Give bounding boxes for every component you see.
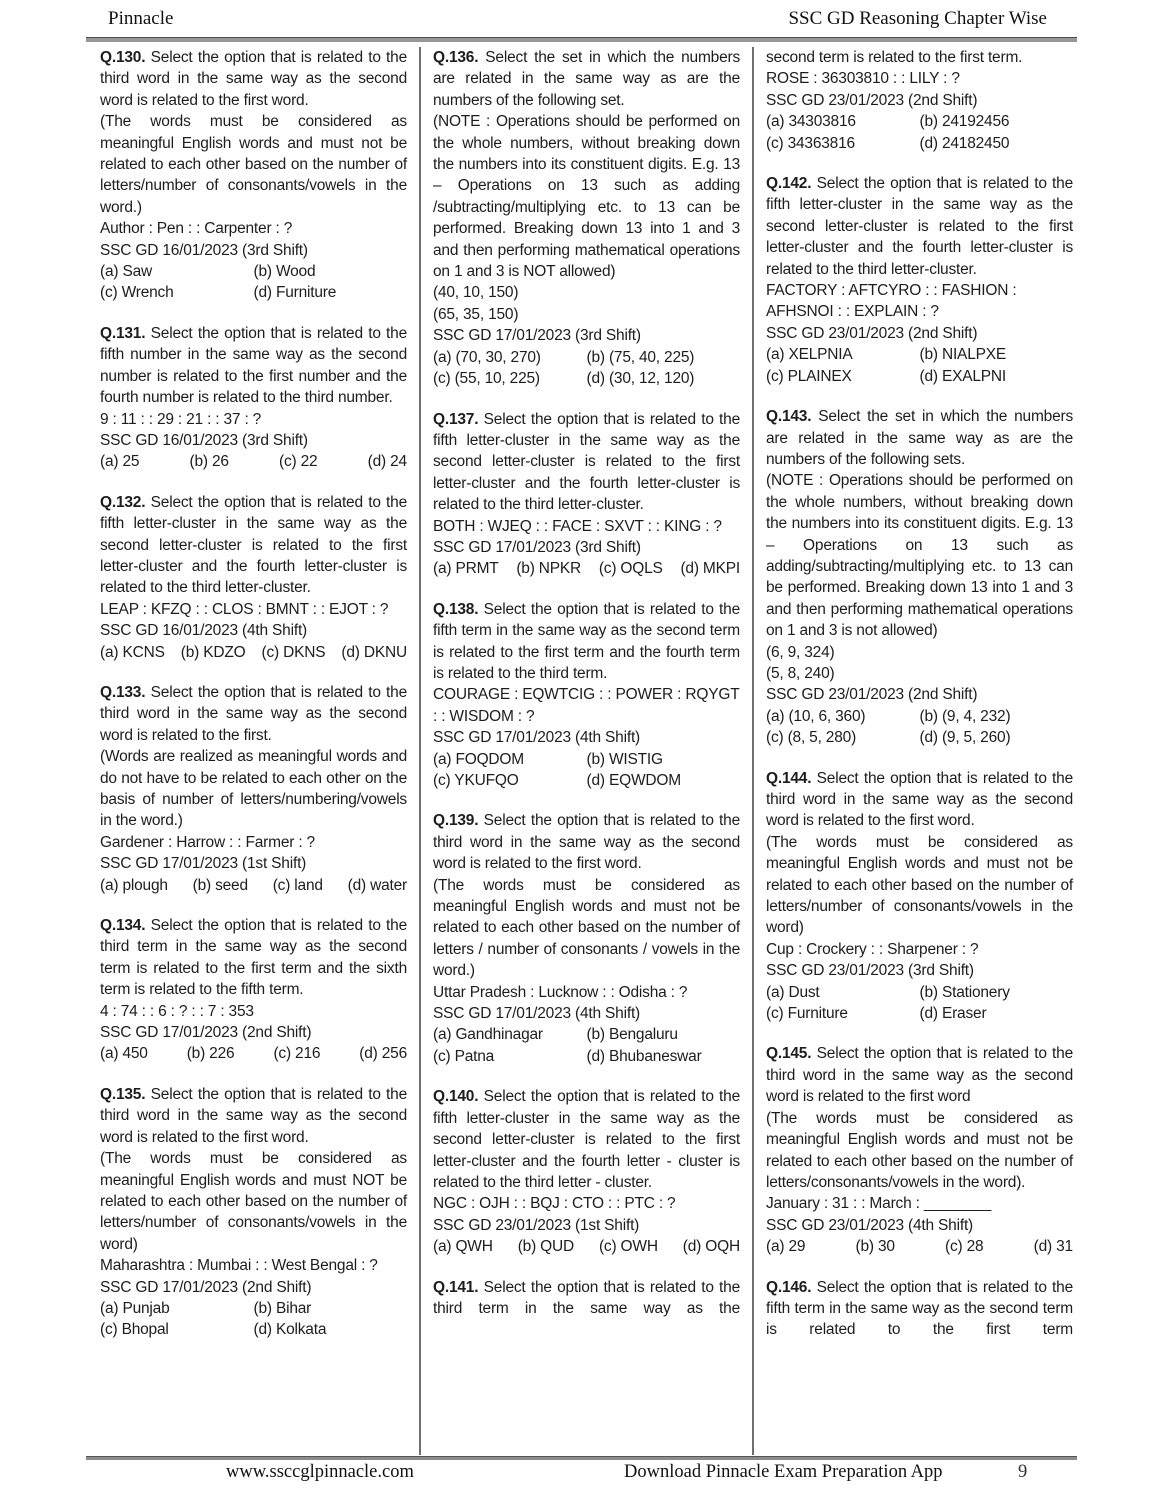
q140-stem xyxy=(433,1086,740,1193)
q136-option-a: (a) (70, 30, 270) xyxy=(433,348,541,366)
q144-stem-text: Select the option that is related to the third word in the same way as the second word is related to the first word. xyxy=(766,769,1073,830)
column-divider-1 xyxy=(419,47,421,1455)
q134-option-d: (d) 256 xyxy=(359,1045,407,1063)
q134-stem-text: Select the option that is related to the third term in the same way as the second term is related to the first term and the sixth term is related to the fifth term. xyxy=(100,917,407,999)
question-q139 xyxy=(433,810,740,1067)
q134-option-b: (b) 226 xyxy=(186,1045,235,1063)
q142-stem xyxy=(766,173,1073,280)
q136-set-1: (40, 10, 150) xyxy=(433,284,519,302)
q143-source: SSC GD 23/01/2023 (2nd Shift) xyxy=(766,686,978,704)
question-q135 xyxy=(100,1084,407,1341)
q144-options xyxy=(766,982,1073,1025)
q139-number: Q.139. xyxy=(433,812,479,830)
q131-option-b: (b) 26 xyxy=(189,453,229,471)
q136-option-c: (c) (55, 10, 225) xyxy=(433,370,540,388)
q138-option-c: (c) YKUFQO xyxy=(433,772,519,789)
q133-option-d: (d) water xyxy=(347,876,407,894)
q145-options xyxy=(766,1236,1073,1257)
q130-stem-text: Select the option that is related to the third word in the same way as the second word is related to the first word. xyxy=(100,49,407,109)
q143-option-d: (d) (9, 5, 260) xyxy=(919,729,1011,747)
q142-option-c: (c) PLAINEX xyxy=(766,367,852,385)
q143-stem xyxy=(766,406,1073,470)
q137-option-d: (d) MKPI xyxy=(680,560,740,578)
q145-option-d: (d) 31 xyxy=(1033,1238,1073,1256)
question-q130 xyxy=(100,47,407,304)
q142-option-a: (a) XELPNIA xyxy=(766,346,853,364)
q140-relation: NGC : OJH : : BQJ : CTO : : PTC : ? xyxy=(433,1195,676,1213)
q136-option-d: (d) (30, 12, 120) xyxy=(586,370,695,388)
q137-options xyxy=(433,558,740,579)
question-q142 xyxy=(766,173,1073,387)
q145-stem-text: Select the option that is related to the third word in the same way as the second word is related to the first word xyxy=(766,1045,1073,1106)
q142-source: SSC GD 23/01/2023 (2nd Shift) xyxy=(766,324,978,342)
q144-stem xyxy=(766,768,1073,832)
content xyxy=(0,47,1159,1455)
q132-option-b: (b) KDZO xyxy=(180,643,246,661)
q134-stem xyxy=(100,915,407,1001)
q133-relation: Gardener : Harrow : : Farmer : ? xyxy=(100,833,315,851)
q145-number: Q.145. xyxy=(766,1045,812,1063)
q132-options xyxy=(100,642,407,663)
q130-stem xyxy=(100,47,407,111)
q131-number: Q.131. xyxy=(100,324,146,342)
page-header xyxy=(108,8,1047,30)
q133-option-c: (c) land xyxy=(272,876,323,894)
column-1 xyxy=(100,47,407,1360)
question-q131 xyxy=(100,323,407,473)
q145-option-c: (c) 28 xyxy=(945,1238,984,1256)
q132-stem xyxy=(100,492,407,599)
q139-stem-text: Select the option that is related to the third word in the same way as the second word is related to the first word. xyxy=(433,812,740,873)
q140-stem-text: Select the option that is related to the fifth letter-cluster in the same way as the second letter-cluster is related to the first letter-cluster and the fourth letter - cluster is related to the third letter - cluster. xyxy=(433,1088,740,1191)
q138-relation: COURAGE : EQWTCIG : : POWER : RQYGT : : WISDOM : ? xyxy=(433,686,740,725)
q130-option-a: (a) Saw xyxy=(100,263,153,281)
q134-source: SSC GD 17/01/2023 (2nd Shift) xyxy=(100,1024,312,1042)
q133-source: SSC GD 17/01/2023 (1st Shift) xyxy=(100,855,307,873)
q139-source: SSC GD 17/01/2023 (4th Shift) xyxy=(433,1005,641,1023)
q135-note: (The words must be considered as meaningful English words and must NOT be related to each other based on the number of letters/number of consonants/vowels in the word) xyxy=(100,1150,407,1253)
q144-option-d: (d) Eraser xyxy=(919,1005,987,1023)
q131-stem-text: Select the option that is related to the fifth number in the same way as the second number is related to the first number and the fourth number is related to the third number. xyxy=(100,324,407,407)
q141-options xyxy=(766,111,1073,154)
q135-option-d: (d) Kolkata xyxy=(253,1321,327,1339)
q139-stem xyxy=(433,810,740,874)
q130-option-d: (d) Furniture xyxy=(253,284,337,302)
q139-options xyxy=(433,1024,740,1067)
q145-stem xyxy=(766,1043,1073,1107)
q136-stem-text: Select the set in which the numbers are related in the same way as are the numbers of the following set. xyxy=(433,49,741,109)
q136-source: SSC GD 17/01/2023 (3rd Shift) xyxy=(433,327,641,345)
question-q145 xyxy=(766,1043,1073,1257)
q132-option-d: (d) DKNU xyxy=(341,643,407,661)
q130-relation: Author : Pen : : Carpenter : ? xyxy=(100,220,293,238)
q131-stem xyxy=(100,323,407,409)
header-title: SSC GD Reasoning Chapter Wise xyxy=(788,8,1047,29)
q137-number: Q.137. xyxy=(433,410,479,428)
header-rule xyxy=(86,37,1077,42)
q144-option-c: (c) Furniture xyxy=(766,1005,848,1023)
q134-relation: 4 : 74 : : 6 : ? : : 7 : 353 xyxy=(100,1002,254,1020)
q144-source: SSC GD 23/01/2023 (3rd Shift) xyxy=(766,962,974,980)
q132-source: SSC GD 16/01/2023 (4th Shift) xyxy=(100,622,308,640)
q144-relation: Cup : Crockery : : Sharpener : ? xyxy=(766,940,979,958)
q146-number: Q.146. xyxy=(766,1278,812,1296)
question-q132 xyxy=(100,492,407,663)
q132-number: Q.132. xyxy=(100,493,146,511)
q139-relation: Uttar Pradesh : Lucknow : : Odisha : ? xyxy=(433,983,688,1001)
q135-source: SSC GD 17/01/2023 (2nd Shift) xyxy=(100,1278,312,1296)
q139-option-d: (d) Bhubaneswar xyxy=(586,1047,702,1065)
q140-options xyxy=(433,1236,740,1257)
q137-option-a: (a) PRMT xyxy=(433,560,499,578)
q141-stem-continued: second term is related to the first term. xyxy=(766,49,1023,66)
q135-option-c: (c) Bhopal xyxy=(100,1321,169,1339)
q137-option-c: (c) OQLS xyxy=(598,560,663,578)
question-q140 xyxy=(433,1086,740,1257)
q135-relation: Maharashtra : Mumbai : : West Bengal : ? xyxy=(100,1257,378,1275)
q140-option-a: (a) QWH xyxy=(433,1238,493,1256)
q140-option-c: (c) OWH xyxy=(598,1238,658,1256)
q130-option-c: (c) Wrench xyxy=(100,284,174,302)
q144-option-a: (a) Dust xyxy=(766,983,820,1001)
q139-note: (The words must be considered as meaningful English words and must not be related to each other based on the number of letters / number of consonants / vowels in the word.) xyxy=(433,876,740,980)
q132-relation: LEAP : KFZQ : : CLOS : BMNT : : EJOT : ? xyxy=(100,600,389,618)
q133-number: Q.133. xyxy=(100,683,146,701)
q141-option-c: (c) 34363816 xyxy=(766,134,855,152)
q133-stem xyxy=(100,682,407,746)
q144-note: (The words must be considered as meaningful English words and must not be related to each other based on the number of letters/number of consonants/vowels in the word) xyxy=(766,833,1073,937)
q130-note: (The words must be considered as meaningful English words and must not be related to each other based on the number of letters/number of consonants/vowels in the word.) xyxy=(100,113,407,216)
q135-options xyxy=(100,1298,407,1341)
q143-number: Q.143. xyxy=(766,408,812,426)
column-2 xyxy=(433,47,740,1338)
q137-stem xyxy=(433,409,740,516)
q137-relation: BOTH : WJEQ : : FACE : SXVT : : KING : ? xyxy=(433,517,722,535)
question-q141-continued xyxy=(766,47,1073,154)
q142-options xyxy=(766,344,1073,387)
q135-number: Q.135. xyxy=(100,1085,146,1103)
q145-relation: January : 31 : : March : ________ xyxy=(766,1195,992,1213)
q131-options xyxy=(100,451,407,472)
q146-stem xyxy=(766,1277,1073,1341)
page-footer xyxy=(0,1462,1159,1492)
q131-option-d: (d) 24 xyxy=(367,453,407,471)
q134-options xyxy=(100,1043,407,1064)
q133-options xyxy=(100,875,407,896)
question-q143 xyxy=(766,406,1073,749)
header-brand: Pinnacle xyxy=(108,8,174,29)
q142-relation: FACTORY : AFTCYRO : : FASHION : AFHSNOI : : EXPLAIN : ? xyxy=(766,282,1017,321)
q143-note: (NOTE : Operations should be performed on the whole numbers, without breaking down the numbers into its constituent digits. E.g. 13 – Operations on 13 such as adding/subtracting/multiplying etc. to 13 can be performed. Breaking down 13 into 1 and 3 and then performing mathematical operations on 1 and 3 is not allowed) xyxy=(766,472,1073,640)
q138-stem xyxy=(433,599,740,685)
footer-page-number: 9 xyxy=(1018,1462,1028,1482)
q141-option-d: (d) 24182450 xyxy=(919,134,1010,152)
q142-number: Q.142. xyxy=(766,175,812,193)
q135-stem-text: Select the option that is related to the third word in the same way as the second word is related to the first word. xyxy=(100,1085,407,1146)
q137-stem-text: Select the option that is related to the fifth letter-cluster in the same way as the second letter-cluster is related to the first letter-cluster and the fourth letter-cluster is related to the third letter-cluster. xyxy=(433,410,740,514)
q141-option-b: (b) 24192456 xyxy=(919,113,1010,131)
question-q144 xyxy=(766,768,1073,1025)
footer-app-text: Download Pinnacle Exam Preparation App xyxy=(624,1462,943,1482)
q138-option-a: (a) FOQDOM xyxy=(433,750,524,768)
q131-relation: 9 : 11 : : 29 : 21 : : 37 : ? xyxy=(100,410,262,428)
q143-options xyxy=(766,706,1073,749)
footer-website: www.ssccglpinnacle.com xyxy=(226,1462,414,1482)
q139-option-c: (c) Patna xyxy=(433,1047,495,1065)
q139-option-a: (a) Gandhinagar xyxy=(433,1026,543,1044)
q145-note: (The words must be considered as meaningful English words and must not be related to each other based on the number of letters/consonants/vowels in the word). xyxy=(766,1109,1073,1191)
q142-option-b: (b) NIALPXE xyxy=(919,346,1007,364)
q134-number: Q.134. xyxy=(100,917,146,935)
q134-option-a: (a) 450 xyxy=(100,1045,148,1063)
q135-option-a: (a) Punjab xyxy=(100,1299,170,1317)
q145-option-a: (a) 29 xyxy=(766,1238,806,1256)
q145-option-b: (b) 30 xyxy=(855,1238,895,1256)
q140-option-b: (b) QUD xyxy=(517,1238,574,1256)
q142-option-d: (d) EXALPNI xyxy=(919,367,1007,385)
q143-option-c: (c) (8, 5, 280) xyxy=(766,729,857,747)
q138-stem-text: Select the option that is related to the fifth term in the same way as the second term is related to the first term and the fourth term is related to the third term. xyxy=(433,600,740,682)
q146-stem-text: Select the option that is related to the fifth term in the same way as the second term is related to the first term xyxy=(766,1278,1073,1339)
q143-set-2: (5, 8, 240) xyxy=(766,664,835,682)
q133-option-b: (b) seed xyxy=(192,876,248,894)
q130-option-b: (b) Wood xyxy=(253,263,316,281)
q141-stem xyxy=(433,1277,740,1320)
q135-stem xyxy=(100,1084,407,1148)
q143-set-1: (6, 9, 324) xyxy=(766,643,835,661)
q136-stem xyxy=(433,47,740,111)
q135-option-b: (b) Bihar xyxy=(253,1299,312,1317)
column-3 xyxy=(766,47,1073,1360)
q141-stem-text: Select the option that is related to the third term in the same way as the xyxy=(433,1278,740,1317)
q141-relation: ROSE : 36303810 : : LILY : ? xyxy=(766,70,960,88)
q136-number: Q.136. xyxy=(433,49,479,66)
q133-note: (Words are realized as meaningful words and do not have to be related to each other on the basis of number of letters/numbering/vowels in the word.) xyxy=(100,748,407,830)
q131-source: SSC GD 16/01/2023 (3rd Shift) xyxy=(100,431,308,449)
q143-option-a: (a) (10, 6, 360) xyxy=(766,707,866,725)
q130-options xyxy=(100,261,407,304)
q141-number: Q.141. xyxy=(433,1278,479,1296)
q138-source: SSC GD 17/01/2023 (4th Shift) xyxy=(433,729,641,747)
q139-option-b: (b) Bengaluru xyxy=(586,1026,678,1044)
q132-option-c: (c) DKNS xyxy=(261,643,326,661)
q133-stem-text: Select the option that is related to the third word in the same way as the second word is related to the first. xyxy=(100,683,407,744)
q143-stem-text: Select the set in which the numbers are related in the same way as are the numbers of the following sets. xyxy=(766,408,1074,468)
question-q133 xyxy=(100,682,407,896)
q136-note: (NOTE : Operations should be performed on the whole numbers, without breaking down the numbers into its constituent digits. E.g. 13 – Operations on 13 such as adding /subtracting/multiplying etc. to 13 can be performed. Breaking down 13 into 1 and 3 and then performing mathematical operations on 1 and 3 is NOT allowed) xyxy=(433,113,740,281)
question-q134 xyxy=(100,915,407,1065)
q142-stem-text: Select the option that is related to the fifth letter-cluster in the same way as the second letter-cluster is related to the first letter-cluster and the fourth letter-cluster is related to the third letter-cluster. xyxy=(766,175,1073,278)
q138-number: Q.138. xyxy=(433,600,479,618)
q143-option-b: (b) (9, 4, 232) xyxy=(919,707,1011,725)
q140-number: Q.140. xyxy=(433,1088,479,1106)
q130-source: SSC GD 16/01/2023 (3rd Shift) xyxy=(100,241,308,259)
column-divider-2 xyxy=(752,47,754,1455)
q141-option-a: (a) 34303816 xyxy=(766,113,856,131)
q130-number: Q.130. xyxy=(100,49,146,66)
q144-number: Q.144. xyxy=(766,769,812,787)
q138-options xyxy=(433,749,740,792)
q137-option-b: (b) NPKR xyxy=(516,560,582,578)
q145-source: SSC GD 23/01/2023 (4th Shift) xyxy=(766,1216,974,1234)
q134-option-c: (c) 216 xyxy=(273,1045,321,1063)
question-q138 xyxy=(433,599,740,792)
q132-option-a: (a) KCNS xyxy=(100,643,165,661)
question-q137 xyxy=(433,409,740,580)
q140-source: SSC GD 23/01/2023 (1st Shift) xyxy=(433,1216,640,1234)
q137-source: SSC GD 17/01/2023 (3rd Shift) xyxy=(433,538,641,556)
q141-source: SSC GD 23/01/2023 (2nd Shift) xyxy=(766,91,978,109)
q138-option-d: (d) EQWDOM xyxy=(586,772,681,789)
q132-stem-text: Select the option that is related to the fifth letter-cluster in the same way as the second letter-cluster is related to the first letter-cluster and the fourth letter-cluster is related to the third letter-cluster. xyxy=(100,493,407,597)
question-q136 xyxy=(433,47,740,390)
q133-option-a: (a) plough xyxy=(100,876,168,894)
question-q146 xyxy=(766,1277,1073,1341)
q144-option-b: (b) Stationery xyxy=(919,983,1010,1001)
q136-options xyxy=(433,347,740,390)
q140-option-d: (d) OQH xyxy=(682,1238,740,1256)
footer-rule xyxy=(86,1456,1077,1460)
question-q141-start xyxy=(433,1277,740,1320)
q131-option-a: (a) 25 xyxy=(100,453,140,471)
q138-option-b: (b) WISTIG xyxy=(586,750,663,768)
q131-option-c: (c) 22 xyxy=(279,453,318,471)
q136-option-b: (b) (75, 40, 225) xyxy=(586,348,695,366)
q136-set-2: (65, 35, 150) xyxy=(433,305,519,323)
